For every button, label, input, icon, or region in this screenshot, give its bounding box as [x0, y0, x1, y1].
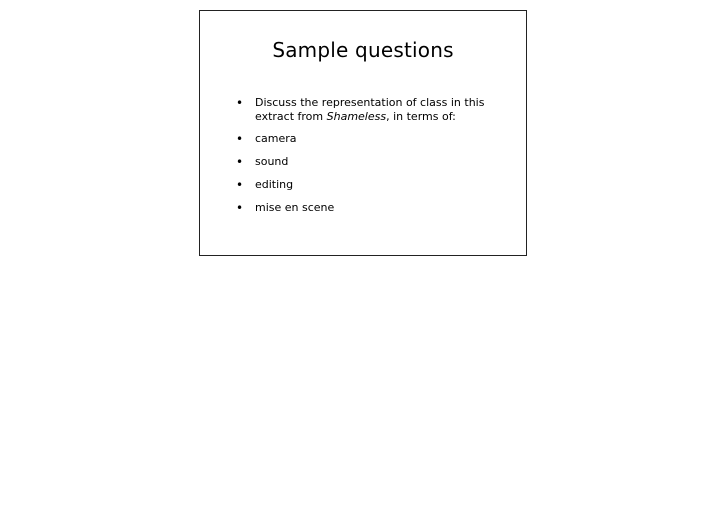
slide-title: Sample questions [272, 38, 454, 62]
bullet-item-mise-en-scene [236, 201, 491, 215]
bullet-label: mise en scene [255, 201, 335, 214]
bullet-item-editing [236, 178, 491, 192]
bullet-dot-icon: • [236, 201, 244, 215]
bullet-dot-icon: • [236, 132, 244, 146]
bullet-dot-icon: • [236, 155, 244, 169]
bullet-label: editing [255, 178, 294, 191]
bullet-item-sound [236, 155, 491, 169]
bullet-label: camera [255, 132, 297, 145]
intro-show-title: Shameless [326, 110, 387, 123]
bullet-dot-icon: • [236, 96, 244, 110]
bullet-list [236, 96, 491, 224]
bullet-item-camera [236, 132, 491, 146]
slide [199, 10, 527, 256]
bullet-dot-icon: • [236, 178, 244, 192]
bullet-label: sound [255, 155, 289, 168]
intro-text-end: , in terms of: [386, 110, 456, 123]
bullet-intro [236, 96, 491, 124]
intro-text-start: Discuss the representation of class in this extract from [255, 96, 485, 123]
